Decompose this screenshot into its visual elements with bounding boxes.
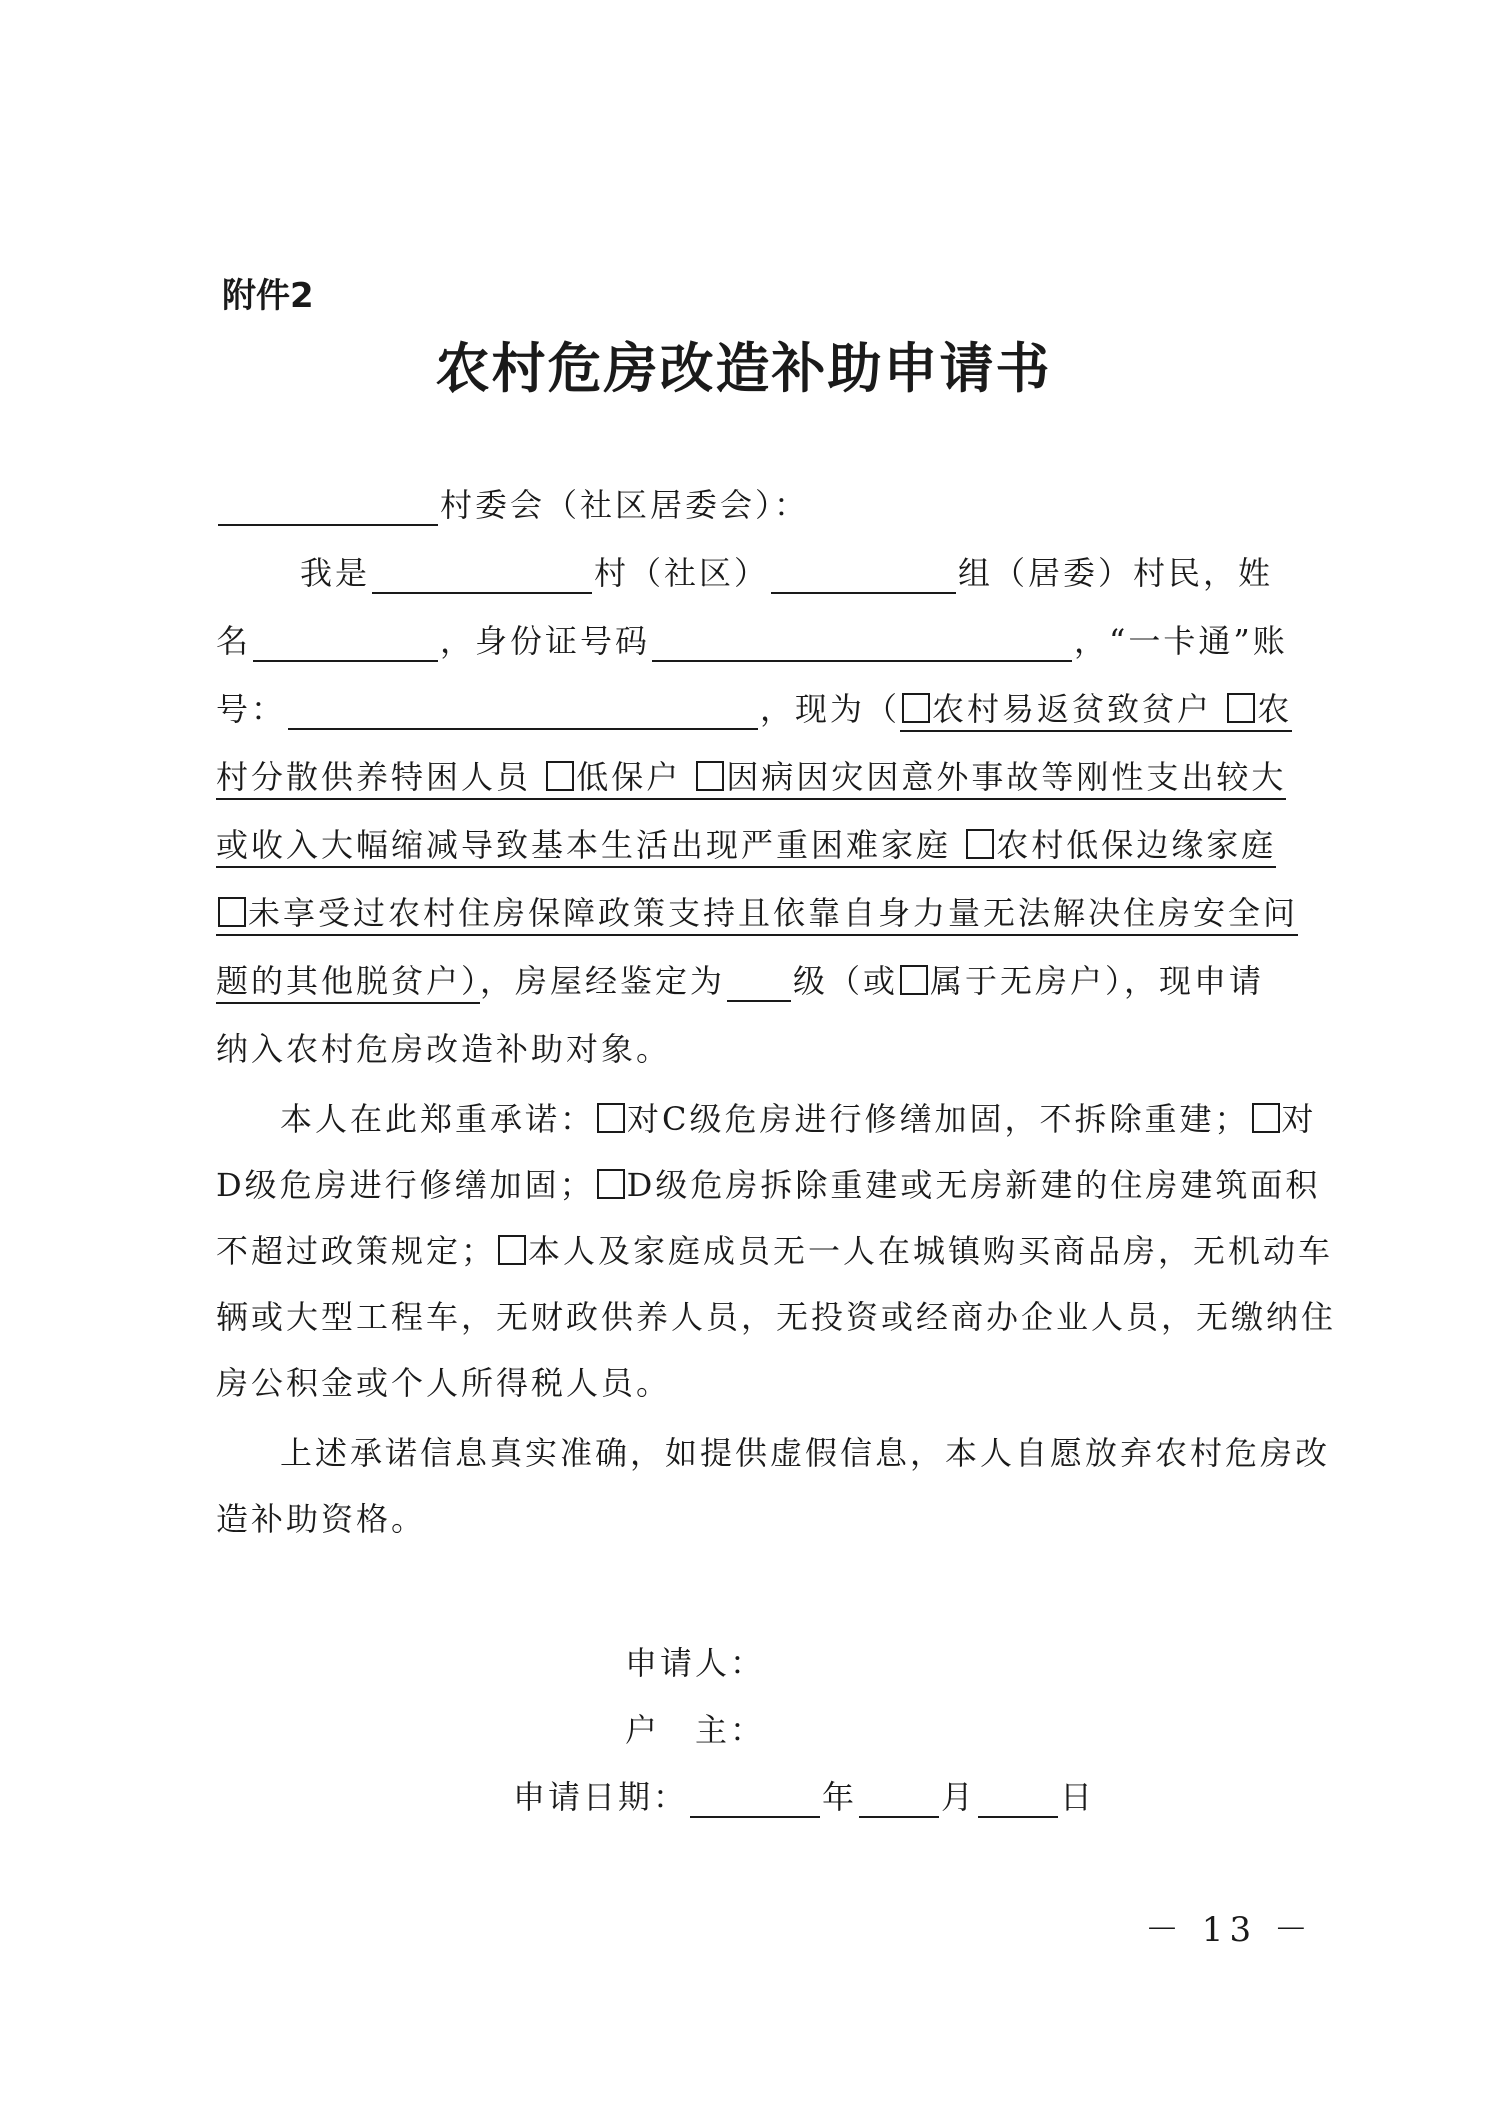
text-segment: 属于无房户），现申请 bbox=[930, 962, 1265, 1000]
committee-name-blank[interactable] bbox=[218, 490, 438, 526]
checkbox[interactable] bbox=[218, 897, 246, 927]
day-blank[interactable] bbox=[978, 1782, 1058, 1818]
checkbox[interactable] bbox=[597, 1103, 625, 1133]
option-group bbox=[216, 826, 1276, 868]
text-segment: 组（居委）村民，姓 bbox=[958, 554, 1274, 592]
para1-line6 bbox=[216, 888, 1298, 934]
checkbox[interactable] bbox=[696, 761, 724, 791]
option-group bbox=[900, 690, 1292, 732]
option-label: 因病因灾因意外事故等刚性支出较大 bbox=[726, 758, 1287, 796]
applicant-label: 申请人： bbox=[625, 1644, 766, 1682]
month-label: 月 bbox=[941, 1778, 977, 1816]
para1-line3 bbox=[216, 684, 1292, 730]
para1-line7 bbox=[216, 956, 1264, 1002]
option-label: 农 bbox=[1257, 690, 1293, 728]
year-label: 年 bbox=[822, 1778, 858, 1816]
text-segment: D级危房进行修缮加固； bbox=[216, 1166, 595, 1204]
householder-label: 户 主： bbox=[625, 1711, 766, 1749]
account-blank[interactable] bbox=[288, 694, 758, 730]
text-segment: 不超过政策规定； bbox=[216, 1232, 497, 1270]
para3-line1: 上述承诺信息真实准确，如提供虚假信息，本人自愿放弃农村危房改 bbox=[280, 1434, 1331, 1472]
attachment-label: 附件2 bbox=[222, 276, 314, 316]
grade-blank[interactable] bbox=[727, 966, 791, 1002]
text-segment: 房公积金或个人所得税人员。 bbox=[216, 1364, 672, 1402]
option-label: 村分散供养特困人员 bbox=[216, 758, 532, 796]
text-segment: 村（社区） bbox=[594, 554, 770, 592]
para2-line1 bbox=[280, 1094, 1317, 1140]
text-segment: 号： bbox=[216, 690, 287, 728]
text-segment: 本人及家庭成员无一人在城镇购买商品房，无机动车 bbox=[528, 1232, 1334, 1270]
para1-line2 bbox=[216, 616, 1288, 662]
text-segment: ，身份证号码 bbox=[440, 622, 651, 660]
salutation-line bbox=[216, 480, 809, 526]
day-label: 日 bbox=[1060, 1778, 1096, 1816]
checkbox[interactable] bbox=[546, 761, 574, 791]
text-segment: ，房屋经鉴定为 bbox=[480, 962, 726, 1000]
para1-line8 bbox=[216, 1024, 671, 1070]
para1-line1 bbox=[300, 548, 1273, 594]
option-group bbox=[216, 758, 1286, 800]
id-number-blank[interactable] bbox=[652, 626, 1072, 662]
checkbox[interactable] bbox=[902, 693, 930, 723]
date-label: 申请日期： bbox=[513, 1778, 689, 1816]
checkbox[interactable] bbox=[966, 829, 994, 859]
para1-line4 bbox=[216, 752, 1286, 798]
checkbox[interactable] bbox=[900, 965, 928, 995]
month-blank[interactable] bbox=[859, 1782, 939, 1818]
option-group bbox=[216, 894, 1298, 936]
option-label: 未享受过农村住房保障政策支持且依靠自身力量无法解决住房安全问 bbox=[248, 894, 1299, 932]
text-segment: 纳入农村危房改造补助对象。 bbox=[216, 1030, 672, 1068]
text-segment: D级危房拆除重建或无房新建的住房建筑面积 bbox=[626, 1166, 1321, 1204]
para2-line4 bbox=[216, 1292, 1336, 1338]
option-label: 题的其他脱贫户） bbox=[216, 962, 480, 1004]
date-line bbox=[513, 1772, 1095, 1818]
page-number: － 13 － bbox=[1145, 1910, 1314, 1950]
para2-line2 bbox=[216, 1160, 1320, 1206]
option-label: 低保户 bbox=[576, 758, 682, 796]
para2-line3 bbox=[216, 1226, 1333, 1272]
checkbox[interactable] bbox=[1252, 1103, 1280, 1133]
village-blank[interactable] bbox=[372, 558, 592, 594]
checkbox[interactable] bbox=[597, 1169, 625, 1199]
salutation-text: 村委会（社区居委会）： bbox=[440, 486, 810, 524]
checkbox[interactable] bbox=[498, 1235, 526, 1265]
option-label: 农村低保边缘家庭 bbox=[996, 826, 1277, 864]
text-segment: 我是 bbox=[300, 554, 371, 592]
year-blank[interactable] bbox=[690, 1782, 820, 1818]
group-blank[interactable] bbox=[771, 558, 956, 594]
name-blank[interactable] bbox=[253, 626, 438, 662]
text-segment: 对 bbox=[1281, 1100, 1317, 1138]
para3-line2: 造补助资格。 bbox=[216, 1500, 427, 1538]
text-segment: 对C级危房进行修缮加固，不拆除重建； bbox=[627, 1100, 1250, 1138]
text-segment: 本人在此郑重承诺： bbox=[280, 1100, 596, 1138]
document-title: 农村危房改造补助申请书 bbox=[435, 336, 1052, 400]
checkbox[interactable] bbox=[1227, 693, 1255, 723]
text-segment: 名 bbox=[216, 622, 252, 660]
option-label: 农村易返贫致贫户 bbox=[932, 690, 1213, 728]
text-segment: 级（或 bbox=[793, 962, 899, 1000]
text-segment: ，现为（ bbox=[760, 690, 901, 728]
text-segment: ，“一卡通”账 bbox=[1074, 622, 1288, 660]
para1-line5 bbox=[216, 820, 1276, 866]
text-segment: 辆或大型工程车，无财政供养人员，无投资或经商办企业人员，无缴纳住 bbox=[216, 1298, 1337, 1336]
option-label: 或收入大幅缩减导致基本生活出现严重困难家庭 bbox=[216, 826, 952, 864]
para2-line5 bbox=[216, 1358, 671, 1404]
